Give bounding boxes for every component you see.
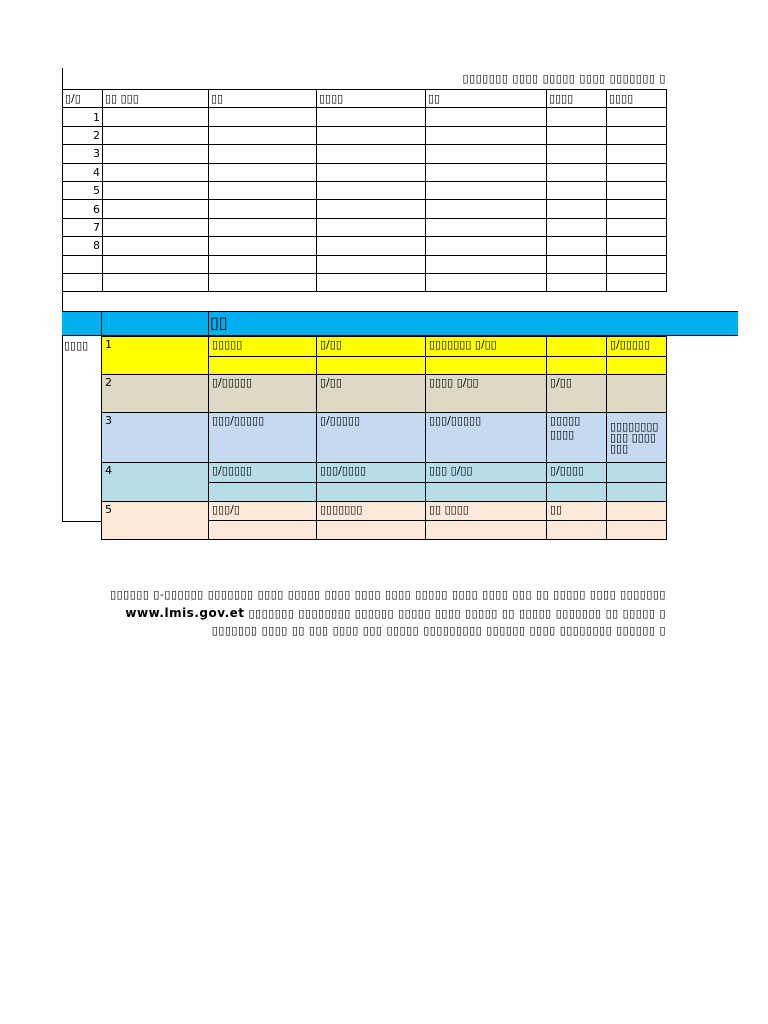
- note-line-2: [125, 606, 666, 620]
- category-cell[interactable]: ▯/▯▯▯▯: [547, 463, 607, 483]
- table-cell[interactable]: [426, 108, 547, 126]
- header-cell-2: ▯▯: [209, 90, 317, 108]
- table-cell[interactable]: [103, 163, 209, 181]
- table-row: [63, 200, 667, 218]
- table-row: [63, 126, 667, 144]
- table-cell[interactable]: [607, 218, 667, 236]
- category-cell[interactable]: [209, 521, 317, 540]
- table-cell[interactable]: [103, 145, 209, 163]
- category-cell[interactable]: [317, 357, 426, 375]
- table-row: [63, 145, 667, 163]
- category-cell[interactable]: [209, 357, 317, 375]
- table-cell[interactable]: [547, 108, 607, 126]
- table-cell[interactable]: [209, 273, 317, 291]
- category-cell[interactable]: [547, 357, 607, 375]
- category-cell[interactable]: [209, 483, 317, 502]
- category-row-3: [102, 413, 667, 463]
- category-number: 3: [102, 413, 209, 463]
- row-number: 6: [63, 200, 103, 218]
- form-title: ▯▯▯▯▯▯▯ ▯▯▯▯ ▯▯▯▯▯ ▯▯▯▯ ▯▯▯▯▯▯▯ ▯: [462, 72, 666, 85]
- table-cell[interactable]: [103, 108, 209, 126]
- table-cell[interactable]: [547, 255, 607, 273]
- category-cell[interactable]: [426, 357, 547, 375]
- category-cell[interactable]: ▯/▯▯▯▯▯: [209, 463, 317, 483]
- category-cell[interactable]: ▯/▯▯▯▯▯: [607, 337, 667, 357]
- table-cell[interactable]: [607, 181, 667, 199]
- table-cell[interactable]: [547, 200, 607, 218]
- table-cell[interactable]: [209, 181, 317, 199]
- note-line-2-text: ▯▯▯▯▯▯▯ ▯▯▯▯▯▯▯▯ ▯▯▯▯▯▯ ▯▯▯▯▯ ▯▯▯▯ ▯▯▯▯▯ ▯▯ ▯▯▯▯▯ ▯▯▯▯▯▯▯ ▯▯ ▯▯▯▯▯ ▯: [248, 607, 666, 620]
- table-cell[interactable]: [209, 126, 317, 144]
- table-cell[interactable]: [547, 237, 607, 255]
- table-row: [63, 108, 667, 126]
- section-title: ▯▯: [210, 313, 228, 332]
- table-cell[interactable]: [317, 145, 426, 163]
- category-row-2: [102, 375, 667, 413]
- table-cell[interactable]: [317, 273, 426, 291]
- table-row: [63, 163, 667, 181]
- table-cell[interactable]: [426, 237, 547, 255]
- header-cell-3: ▯▯▯▯: [317, 90, 426, 108]
- category-cell[interactable]: ▯▯▯▯ ▯/▯▯: [426, 375, 547, 413]
- category-cell[interactable]: ▯▯▯/▯▯▯▯▯: [209, 413, 317, 463]
- category-cell[interactable]: [607, 375, 667, 413]
- table-cell[interactable]: [547, 145, 607, 163]
- table-cell[interactable]: [607, 145, 667, 163]
- category-cell[interactable]: [426, 521, 547, 540]
- table-cell[interactable]: [607, 255, 667, 273]
- side-label: ▯▯▯▯: [64, 339, 89, 352]
- website-link[interactable]: www.lmis.gov.et: [125, 606, 245, 620]
- category-cell[interactable]: ▯/▯▯: [317, 375, 426, 413]
- category-cell[interactable]: ▯▯▯/▯▯▯▯▯: [426, 413, 547, 463]
- table-cell[interactable]: [547, 181, 607, 199]
- note-line-3: ▯▯▯▯▯▯▯ ▯▯▯▯ ▯▯ ▯▯▯ ▯▯▯▯ ▯▯▯ ▯▯▯▯▯ ▯▯▯▯▯▯▯▯▯ ▯▯▯▯▯▯ ▯▯▯▯ ▯▯▯▯▯▯▯▯ ▯▯▯▯▯▯ ▯: [211, 624, 666, 637]
- header-cell-serial: ▯/▯: [63, 90, 103, 108]
- category-cell[interactable]: ▯/▯▯▯▯▯: [209, 375, 317, 413]
- table-cell[interactable]: [317, 200, 426, 218]
- category-cell[interactable]: ▯▯▯▯▯ ▯▯▯▯: [547, 413, 607, 463]
- category-cell[interactable]: ▯▯▯▯▯▯▯: [317, 502, 426, 521]
- table-cell[interactable]: [426, 200, 547, 218]
- table-cell[interactable]: [607, 237, 667, 255]
- table-row: [63, 181, 667, 199]
- table-cell[interactable]: [426, 163, 547, 181]
- category-cell[interactable]: [607, 521, 667, 540]
- category-row-1: [102, 337, 667, 357]
- category-table: [101, 336, 667, 540]
- note-line-1: ▯▯▯▯▯▯ ▯-▯▯▯▯▯▯ ▯▯▯▯▯▯▯ ▯▯▯▯ ▯▯▯▯▯ ▯▯▯▯ ▯▯▯▯ ▯▯▯▯ ▯▯▯▯▯ ▯▯▯▯ ▯▯▯▯ ▯▯▯ ▯▯ ▯▯▯▯▯ ▯▯▯▯ ▯▯▯▯▯▯▯: [110, 588, 666, 601]
- table-cell[interactable]: [426, 181, 547, 199]
- category-cell[interactable]: ▯/▯▯▯▯▯: [317, 413, 426, 463]
- table-cell[interactable]: [426, 145, 547, 163]
- table-cell[interactable]: [63, 255, 103, 273]
- table-cell[interactable]: [547, 126, 607, 144]
- row-number: 4: [63, 163, 103, 181]
- table-cell[interactable]: [317, 108, 426, 126]
- category-number: 5: [102, 502, 209, 540]
- category-cell[interactable]: ▯▯▯▯▯▯▯▯ ▯▯▯ ▯▯▯▯ ▯▯▯: [607, 413, 667, 463]
- header-cell-1: ▯▯ ▯▯▯: [103, 90, 209, 108]
- category-cell[interactable]: [607, 502, 667, 521]
- category-number: 4: [102, 463, 209, 502]
- row-number: 3: [63, 145, 103, 163]
- category-cell[interactable]: [547, 521, 607, 540]
- table-cell[interactable]: [607, 163, 667, 181]
- table-cell[interactable]: [607, 108, 667, 126]
- header-cell-6: ▯▯▯▯: [607, 90, 667, 108]
- table-cell[interactable]: [547, 218, 607, 236]
- category-cell[interactable]: [426, 483, 547, 502]
- row-number: 8: [63, 237, 103, 255]
- table-row: [63, 255, 667, 273]
- table-cell[interactable]: [317, 181, 426, 199]
- header-cell-5: ▯▯▯▯: [547, 90, 607, 108]
- table-cell[interactable]: [426, 126, 547, 144]
- table-cell[interactable]: [209, 108, 317, 126]
- category-cell[interactable]: ▯/▯▯: [547, 375, 607, 413]
- table-cell[interactable]: [426, 255, 547, 273]
- category-cell[interactable]: ▯▯ ▯▯▯▯: [426, 502, 547, 521]
- table-cell[interactable]: [103, 200, 209, 218]
- category-cell[interactable]: [607, 357, 667, 375]
- table-cell[interactable]: [607, 126, 667, 144]
- table-cell[interactable]: [426, 218, 547, 236]
- table-cell[interactable]: [103, 273, 209, 291]
- category-cell[interactable]: [607, 463, 667, 483]
- category-cell[interactable]: [547, 337, 607, 357]
- category-number: 1: [102, 337, 209, 375]
- table-cell[interactable]: [547, 163, 607, 181]
- header-cell-4: ▯▯: [426, 90, 547, 108]
- table-cell[interactable]: [209, 237, 317, 255]
- table-cell[interactable]: [209, 200, 317, 218]
- table-cell[interactable]: [317, 163, 426, 181]
- table-cell[interactable]: [209, 218, 317, 236]
- category-cell[interactable]: [317, 521, 426, 540]
- table-cell[interactable]: [209, 145, 317, 163]
- table-row: [63, 218, 667, 236]
- category-cell[interactable]: ▯▯▯▯▯▯▯ ▯/▯▯: [426, 337, 547, 357]
- band-divider: [101, 311, 102, 336]
- row-number: 2: [63, 126, 103, 144]
- category-cell[interactable]: [607, 483, 667, 502]
- category-cell[interactable]: ▯▯: [547, 502, 607, 521]
- table-cell[interactable]: [426, 273, 547, 291]
- table-cell[interactable]: [103, 218, 209, 236]
- category-cell[interactable]: [547, 483, 607, 502]
- row-number: 7: [63, 218, 103, 236]
- bottom-left-line: [62, 521, 102, 522]
- table-cell[interactable]: [103, 126, 209, 144]
- table-cell[interactable]: [607, 200, 667, 218]
- row-number: 1: [63, 108, 103, 126]
- table-row: [63, 273, 667, 291]
- table-row: [63, 237, 667, 255]
- table-cell[interactable]: [103, 237, 209, 255]
- table-cell[interactable]: [547, 273, 607, 291]
- category-row-5: [102, 502, 667, 521]
- table-cell[interactable]: [63, 273, 103, 291]
- table-cell[interactable]: [103, 181, 209, 199]
- category-number: 2: [102, 375, 209, 413]
- category-cell[interactable]: [317, 483, 426, 502]
- table-cell[interactable]: [209, 163, 317, 181]
- category-cell[interactable]: ▯▯▯/▯▯▯▯: [317, 463, 426, 483]
- table-cell[interactable]: [103, 255, 209, 273]
- table-cell[interactable]: [209, 255, 317, 273]
- header-row: [63, 90, 667, 108]
- category-cell[interactable]: ▯▯▯▯▯: [209, 337, 317, 357]
- data-table: [62, 89, 667, 292]
- row-number: 5: [63, 181, 103, 199]
- table-cell[interactable]: [607, 273, 667, 291]
- table-cell[interactable]: [317, 237, 426, 255]
- section-band: [62, 311, 738, 336]
- category-cell[interactable]: ▯▯▯/▯: [209, 502, 317, 521]
- table-cell[interactable]: [317, 126, 426, 144]
- band-divider: [208, 311, 209, 336]
- table-cell[interactable]: [317, 218, 426, 236]
- table-cell[interactable]: [317, 255, 426, 273]
- category-cell[interactable]: ▯▯▯ ▯/▯▯: [426, 463, 547, 483]
- category-row-4: [102, 463, 667, 483]
- category-cell[interactable]: ▯/▯▯: [317, 337, 426, 357]
